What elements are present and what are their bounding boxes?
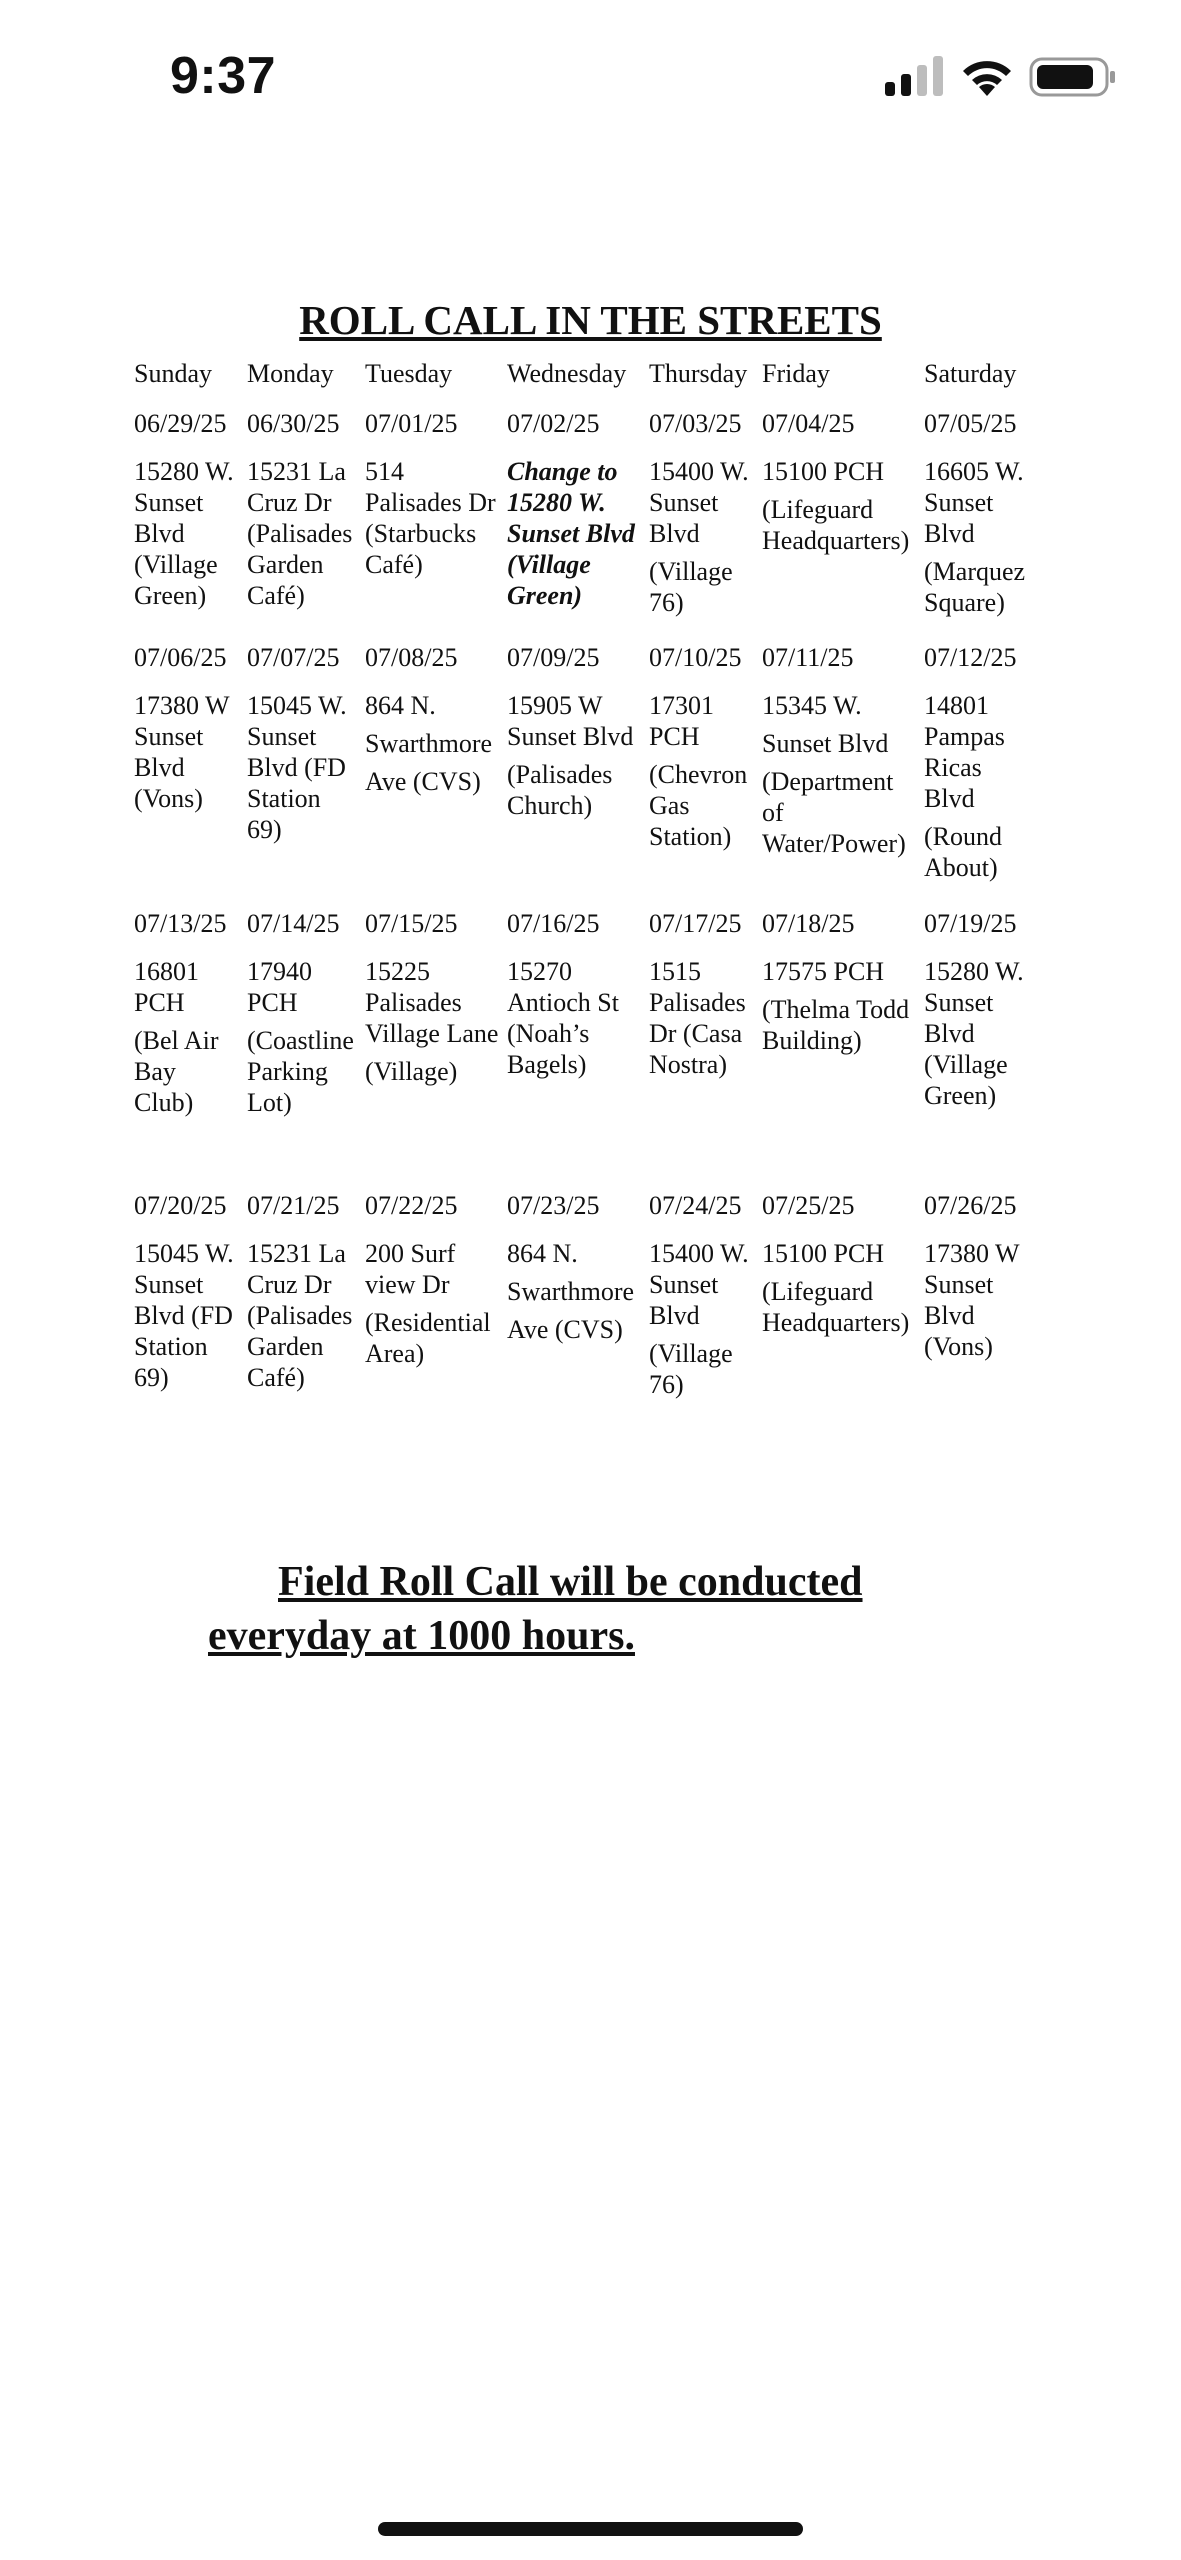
location-row	[134, 1238, 1054, 1418]
notice-line: Field Roll Call will be conducted	[278, 1559, 863, 1605]
location-address: 15231 La Cruz Dr (Palisades Garden Café)	[247, 457, 353, 610]
location-cell	[762, 456, 924, 642]
date-cell: 07/25/25	[762, 1191, 855, 1220]
location-cell	[762, 1238, 924, 1418]
location-change-notice	[507, 456, 649, 642]
location-cell	[762, 956, 924, 1190]
date-cell: 07/15/25	[365, 909, 458, 938]
date-cell: 07/14/25	[247, 909, 340, 938]
notice-line: everyday at 1000 hours.	[208, 1613, 635, 1659]
location-address: 15270 Antioch St (Noah’s Bagels)	[507, 957, 619, 1079]
date-cell: 07/09/25	[507, 643, 600, 672]
location-cell	[507, 1238, 649, 1418]
status-bar	[0, 0, 1181, 160]
location-address: 15045 W. Sunset Blvd (FD Station 69)	[134, 1239, 234, 1392]
location-address: 15905 W Sunset Blvd	[507, 691, 634, 751]
date-cell: 07/26/25	[924, 1191, 1017, 1220]
date-row	[134, 642, 1054, 690]
day-header: Monday	[247, 359, 334, 388]
date-cell: 07/21/25	[247, 1191, 340, 1220]
date-cell: 07/04/25	[762, 409, 855, 438]
location-address: 16605 W. Sunset Blvd	[924, 457, 1024, 548]
location-cell	[365, 956, 507, 1190]
location-note: (Lifeguard Headquarters)	[762, 1277, 910, 1337]
location-cell	[365, 690, 507, 908]
cellular-signal-icon	[883, 56, 945, 96]
location-cell	[365, 1238, 507, 1418]
location-cell	[247, 956, 365, 1190]
day-header: Saturday	[924, 359, 1017, 388]
location-address: 864 N.	[507, 1239, 578, 1268]
location-address: 514 Palisades Dr (Starbucks Café)	[365, 457, 496, 579]
date-cell: 07/06/25	[134, 643, 227, 672]
location-cell	[134, 690, 247, 908]
location-row	[134, 956, 1054, 1190]
location-address: Change to 15280 W. Sunset Blvd (Village Green)	[507, 457, 635, 610]
location-address: 864 N.	[365, 691, 436, 720]
location-row	[134, 690, 1054, 908]
date-cell: 07/24/25	[649, 1191, 742, 1220]
wifi-icon	[959, 56, 1015, 98]
location-cell	[134, 456, 247, 642]
location-address: 15100 PCH	[762, 457, 885, 486]
location-address: 17575 PCH	[762, 957, 885, 986]
location-note: (Lifeguard Headquarters)	[762, 495, 910, 555]
location-address: 17380 W Sunset Blvd (Vons)	[924, 1239, 1020, 1361]
location-note: (Chevron Gas Station)	[649, 760, 748, 851]
date-cell: 07/08/25	[365, 643, 458, 672]
day-header: Friday	[762, 359, 830, 388]
location-address: 17940 PCH	[247, 957, 312, 1017]
location-note: (Palisades Church)	[507, 760, 613, 820]
home-indicator[interactable]	[378, 2522, 803, 2536]
location-address: 15225 Palisades Village Lane	[365, 957, 499, 1048]
location-cell	[649, 456, 762, 642]
location-note: (Residential Area)	[365, 1308, 491, 1368]
date-cell: 07/13/25	[134, 909, 227, 938]
date-cell: 07/10/25	[649, 643, 742, 672]
location-cell	[649, 1238, 762, 1418]
location-address: 15345 W.	[762, 691, 862, 720]
location-note: (Coastline Parking Lot)	[247, 1026, 354, 1117]
date-cell: 07/12/25	[924, 643, 1017, 672]
location-address: 15280 W. Sunset Blvd (Village Green)	[924, 957, 1024, 1110]
location-note: (Bel Air Bay Club)	[134, 1026, 219, 1117]
location-cell	[649, 690, 762, 908]
location-cell	[247, 456, 365, 642]
date-cell: 07/03/25	[649, 409, 742, 438]
location-cell	[924, 1238, 1034, 1418]
location-note: (Thelma Todd Building)	[762, 995, 910, 1055]
location-note: (Marquez Square)	[924, 557, 1026, 617]
status-time: 9:37	[170, 47, 277, 105]
location-cell	[247, 690, 365, 908]
date-cell: 07/18/25	[762, 909, 855, 938]
location-note: (Village 76)	[649, 557, 733, 617]
day-header: Sunday	[134, 359, 212, 388]
location-note: Swarthmore	[507, 1277, 635, 1306]
location-address: 15231 La Cruz Dr (Palisades Garden Café)	[247, 1239, 353, 1392]
location-cell	[924, 456, 1034, 642]
location-cell	[247, 1238, 365, 1418]
location-address: 17380 W Sunset Blvd (Vons)	[134, 691, 230, 813]
location-address: 1515 Palisades Dr (Casa Nostra)	[649, 957, 746, 1079]
location-note: Ave (CVS)	[507, 1315, 623, 1344]
location-note: Swarthmore	[365, 729, 493, 758]
location-address: 16801 PCH	[134, 957, 199, 1017]
location-cell	[134, 956, 247, 1190]
date-cell: 06/29/25	[134, 409, 227, 438]
location-cell	[507, 956, 649, 1190]
schedule-table	[134, 358, 1054, 1418]
location-address: 15400 W. Sunset Blvd	[649, 1239, 749, 1330]
location-cell	[365, 456, 507, 642]
location-cell	[924, 956, 1034, 1190]
date-row	[134, 908, 1054, 956]
location-note: Sunset Blvd	[762, 729, 889, 758]
location-address: 14801 Pampas Ricas Blvd	[924, 691, 1005, 813]
date-cell: 07/17/25	[649, 909, 742, 938]
location-address: 15045 W. Sunset Blvd (FD Station 69)	[247, 691, 347, 844]
location-address: 15400 W. Sunset Blvd	[649, 457, 749, 548]
location-address: 17301 PCH	[649, 691, 714, 751]
date-cell: 07/16/25	[507, 909, 600, 938]
date-cell: 07/11/25	[762, 643, 854, 672]
location-note: (Village 76)	[649, 1339, 733, 1399]
date-cell: 07/22/25	[365, 1191, 458, 1220]
date-row	[134, 408, 1054, 456]
location-address: 15280 W. Sunset Blvd (Village Green)	[134, 457, 234, 610]
location-cell	[649, 956, 762, 1190]
location-cell	[924, 690, 1034, 908]
date-cell: 07/23/25	[507, 1191, 600, 1220]
location-cell	[762, 690, 924, 908]
field-roll-call-notice	[208, 1555, 1028, 1663]
day-header-row	[134, 358, 1054, 408]
document-title: ROLL CALL IN THE STREETS	[299, 297, 882, 343]
date-cell: 07/19/25	[924, 909, 1017, 938]
location-note: Ave (CVS)	[365, 767, 481, 796]
location-address: 15100 PCH	[762, 1239, 885, 1268]
location-note: (Department of Water/Power)	[762, 767, 906, 858]
location-row	[134, 456, 1054, 642]
date-cell: 06/30/25	[247, 409, 340, 438]
location-cell	[507, 690, 649, 908]
date-row	[134, 1190, 1054, 1238]
date-cell: 07/01/25	[365, 409, 458, 438]
day-header: Wednesday	[507, 359, 627, 388]
location-address: 200 Surf view Dr	[365, 1239, 456, 1299]
date-cell: 07/07/25	[247, 643, 340, 672]
location-note: (Village)	[365, 1057, 458, 1086]
day-header: Tuesday	[365, 359, 453, 388]
date-cell: 07/02/25	[507, 409, 600, 438]
date-cell: 07/05/25	[924, 409, 1017, 438]
location-cell	[134, 1238, 247, 1418]
battery-icon	[1029, 56, 1117, 98]
location-note: (Round About)	[924, 822, 1002, 882]
date-cell: 07/20/25	[134, 1191, 227, 1220]
day-header: Thursday	[649, 359, 748, 388]
